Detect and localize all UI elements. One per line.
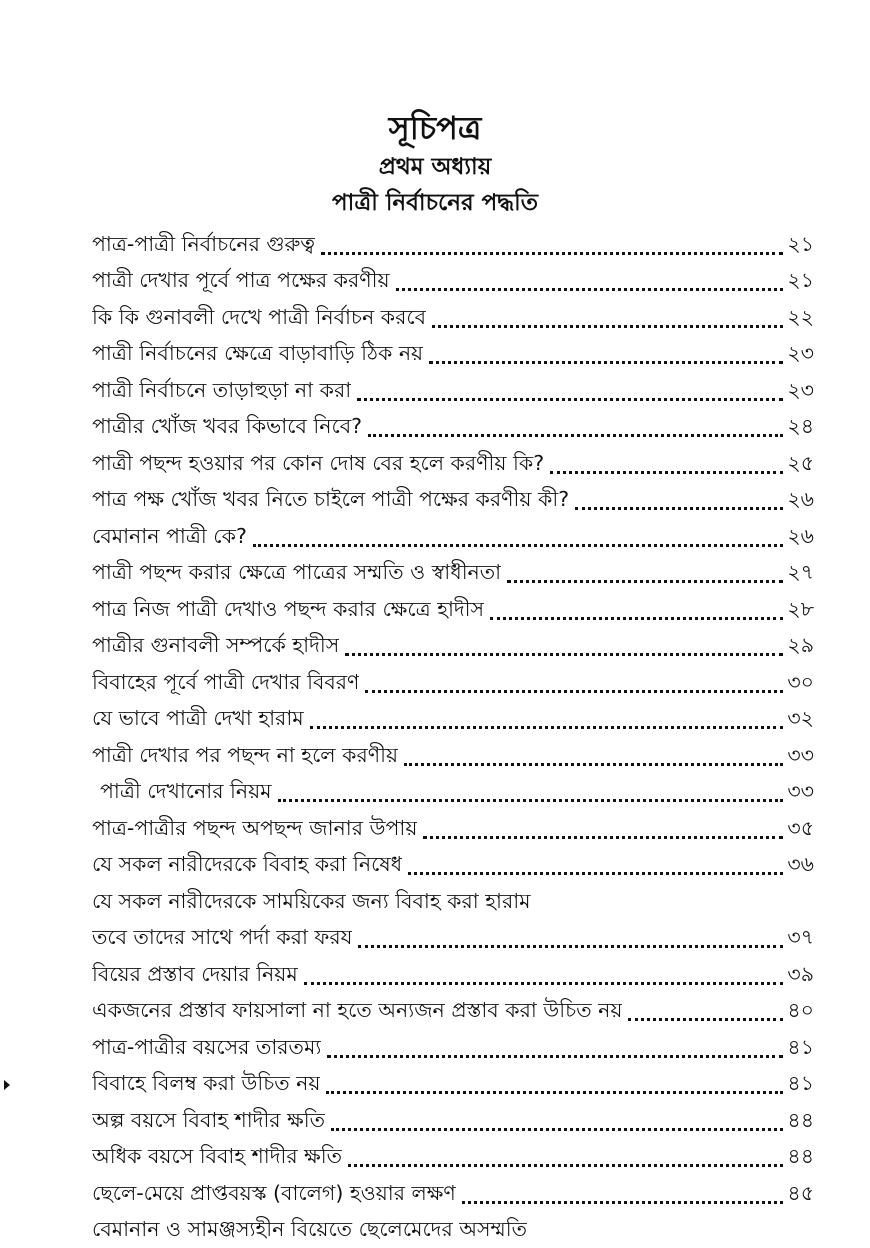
toc-entry: [92, 1102, 814, 1139]
toc-entry-label: একজনের প্রস্তাব ফায়সালা না হতে অন্যজন প্রস্তাব করা উচিত নয়: [92, 995, 622, 1029]
toc-entry: [92, 482, 814, 519]
toc-entry-label: পাত্রী পছন্দ করার ক্ষেত্রে পাত্রের সম্মতি ও স্বাধীনতা: [92, 557, 501, 591]
toc-entry-label: যে সকল নারীদেরকে সাময়িকের জন্য বিবাহ করা হারাম: [92, 886, 531, 920]
toc-entry-page: ২৩: [787, 338, 814, 372]
dot-leader: [490, 617, 783, 620]
toc-entry-page: ২৪: [787, 411, 814, 445]
toc-entry: [92, 628, 814, 665]
toc-entry-label: ছেলে-মেয়ে প্রাপ্তবয়স্ক (বালেগ) হওয়ার লক্ষণ: [92, 1178, 456, 1212]
dot-leader: [345, 653, 783, 656]
toc-entry: [92, 336, 814, 373]
dot-leader: [357, 398, 783, 401]
toc-entry: [92, 1066, 814, 1103]
toc-entry: [92, 1175, 814, 1212]
dot-leader: [326, 1091, 783, 1094]
dot-leader: [365, 690, 783, 693]
toc-entry-page: ২৯: [787, 630, 814, 664]
toc-entry-label: পাত্রীর খোঁজ খবর কিভাবে নিবে?: [92, 411, 362, 445]
toc-entry: [92, 774, 814, 811]
dot-leader: [358, 945, 783, 948]
toc-entry-page: ৪৪: [787, 1105, 814, 1139]
section-heading: পাত্রী নির্বাচনের পদ্ধতি: [0, 186, 870, 220]
dot-leader: [507, 580, 783, 583]
toc-entry: [92, 445, 814, 482]
toc-entry-label: পাত্রী পছন্দ হওয়ার পর কোন দোষ বের হলে করণীয় কি?: [92, 448, 544, 482]
toc-entry-label: পাত্র-পাত্রী নির্বাচনের গুরুত্ব: [92, 229, 315, 263]
toc-entry-label: বিয়ের প্রস্তাব দেয়ার নিয়ম: [92, 959, 298, 993]
toc-entry-page: ২৫: [787, 448, 814, 482]
toc-entry: [92, 518, 814, 555]
toc-entry: [92, 701, 814, 738]
toc-entry-label: পাত্রী দেখার পূর্বে পাত্র পক্ষের করণীয়: [92, 265, 390, 299]
dot-leader: [321, 252, 783, 255]
toc-entry-label: বিবাহে বিলম্ব করা উচিত নয়: [92, 1068, 320, 1102]
dot-leader: [429, 361, 783, 364]
toc-entry-page: ২৬: [787, 484, 814, 518]
toc-entry-label: বিবাহের পূর্বে পাত্রী দেখার বিবরণ: [92, 667, 359, 701]
toc-entry-page: ৩০: [787, 667, 814, 701]
toc-entry-page: ২১: [787, 265, 814, 299]
toc-entry-page: ২৭: [787, 557, 814, 591]
toc-entry: [92, 263, 814, 300]
dot-leader: [462, 1201, 784, 1204]
dot-leader: [348, 1164, 783, 1167]
toc-entry: [92, 883, 814, 920]
toc-entry: [92, 956, 814, 993]
toc-entry-page: ২১: [787, 229, 814, 263]
toc-entry-label: বেমানান ও সামঞ্জস্যহীন বিয়েতে ছেলেমেদের অসম্মতি: [92, 1214, 527, 1248]
dot-leader: [575, 507, 783, 510]
toc-entry-page: ৩৭: [787, 922, 814, 956]
dot-leader: [253, 544, 783, 547]
toc-entry-page: ৩৩: [787, 776, 814, 810]
toc-entry-page: ৪৫: [787, 1178, 814, 1212]
toc-entry-label: পাত্র-পাত্রীর বয়সের তারতম্য: [92, 1032, 321, 1066]
dot-leader: [304, 982, 784, 985]
toc-entry-page: ২৩: [787, 375, 814, 409]
toc-title: সূচিপত্র: [0, 108, 870, 148]
toc-entry-label: পাত্র পক্ষ খোঁজ খবর নিতে চাইলে পাত্রী পক্ষের করণীয় কী?: [92, 484, 569, 518]
toc-entry: [92, 847, 814, 884]
toc-entry-page: ৩৯: [787, 959, 814, 993]
toc-entry-page: ৪১: [787, 1032, 814, 1066]
toc-list: [92, 226, 814, 1248]
toc-entry-label: পাত্রী নির্বাচনে তাড়াহুড়া না করা: [92, 375, 351, 409]
dot-leader: [368, 434, 783, 437]
toc-entry: [92, 737, 814, 774]
toc-entry-label: কি কি গুনাবলী দেখে পাত্রী নির্বাচন করবে: [92, 302, 426, 336]
toc-entry-label: অল্প বয়সে বিবাহ শাদীর ক্ষতি: [92, 1105, 325, 1139]
toc-entry-label: পাত্রীর গুনাবলী সম্পর্কে হাদীস: [92, 630, 339, 664]
dot-leader: [408, 872, 783, 875]
toc-entry-page: ২২: [787, 302, 814, 336]
toc-entry-label: যে সকল নারীদেরকে বিবাহ করা নিষেধ: [92, 849, 402, 883]
toc-entry-page: ৩৫: [787, 813, 814, 847]
toc-entry-page: ২৮: [787, 594, 814, 628]
toc-entry-page: ৩৩: [787, 740, 814, 774]
margin-mark: [4, 1080, 10, 1090]
dot-leader: [550, 471, 783, 474]
toc-entry-page: ৪০: [787, 995, 814, 1029]
dot-leader: [628, 1018, 783, 1021]
dot-leader: [423, 836, 783, 839]
toc-entry: [92, 810, 814, 847]
toc-entry: [92, 372, 814, 409]
toc-entry: [92, 1029, 814, 1066]
toc-entry: [92, 226, 814, 263]
toc-entry-label: পাত্রী নির্বাচনের ক্ষেত্রে বাড়াবাড়ি ঠিক নয়: [92, 338, 423, 372]
toc-entry: [92, 591, 814, 628]
dot-leader: [327, 1055, 783, 1058]
dot-leader: [404, 763, 783, 766]
toc-entry-label: পাত্র-পাত্রীর পছন্দ অপছন্দ জানার উপায়: [92, 813, 417, 847]
toc-entry: [92, 664, 814, 701]
toc-entry-label: অধিক বয়সে বিবাহ শাদীর ক্ষতি: [92, 1141, 342, 1175]
toc-entry-label: যে ভাবে পাত্রী দেখা হারাম: [92, 703, 304, 737]
toc-entry: [92, 299, 814, 336]
toc-entry: [92, 1139, 814, 1176]
toc-entry: [92, 555, 814, 592]
toc-entry-page: ৪৪: [787, 1141, 814, 1175]
toc-entry-page: ২৬: [787, 521, 814, 555]
toc-entry: [92, 1212, 814, 1248]
toc-entry: [92, 409, 814, 446]
dot-leader: [310, 726, 784, 729]
toc-entry: [92, 993, 814, 1030]
toc-entry-page: ৩৬: [787, 849, 814, 883]
dot-leader: [278, 799, 784, 802]
toc-entry-label: বেমানান পাত্রী কে?: [92, 521, 247, 555]
dot-leader: [331, 1128, 783, 1131]
toc-entry-label: তবে তাদের সাথে পর্দা করা ফরয: [92, 922, 352, 956]
toc-entry-page: ৪১: [787, 1068, 814, 1102]
dot-leader: [432, 325, 783, 328]
toc-entry-page: ৩২: [787, 703, 814, 737]
chapter-heading: প্রথম অধ্যায়: [0, 150, 870, 184]
toc-entry-label: পাত্রী দেখানোর নিয়ম: [92, 776, 272, 810]
toc-header: [0, 108, 870, 220]
toc-entry: [92, 920, 814, 957]
dot-leader: [396, 288, 784, 291]
toc-entry-label: পাত্র নিজ পাত্রী দেখাও পছন্দ করার ক্ষেত্রে হাদীস: [92, 594, 484, 628]
toc-entry-label: পাত্রী দেখার পর পছন্দ না হলে করণীয়: [92, 740, 398, 774]
